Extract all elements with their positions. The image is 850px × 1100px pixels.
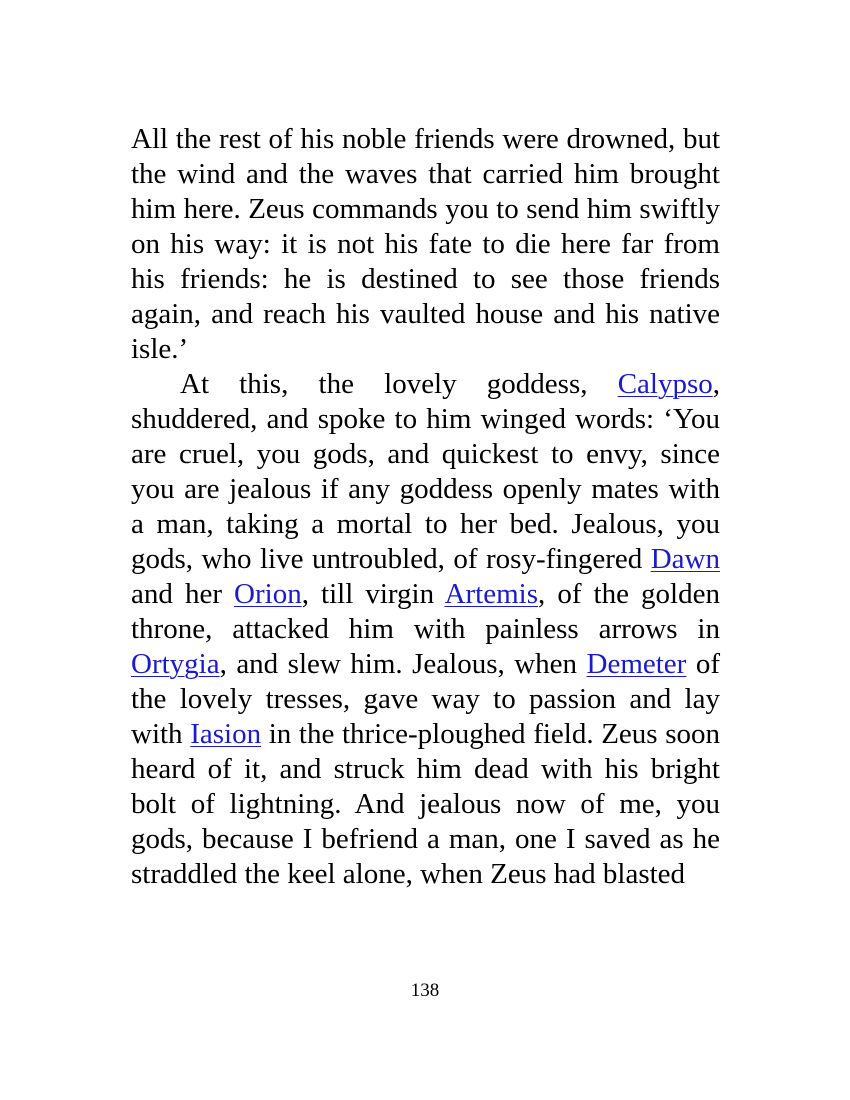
paragraph-1-text: All the rest of his noble friends were drowned, but the wind and the waves that carried him brought him here. Zeus commands you to send him swiftly on his way: it is not his fate to die here far from his friends: he is destined to see those friends again, and reach his vaulted house and his native isle.’ bbox=[131, 123, 720, 365]
paragraph-2-text-2: , shuddered, and spoke to him winged words: ‘You are cruel, you gods, and quickest to envy, since you are jealous if any goddess openly mates with a man, taking a mortal to her bed. Jealous, you gods, who live untroubled, of rosy-fingered bbox=[131, 368, 720, 575]
link-orion[interactable]: Orion bbox=[234, 578, 302, 610]
link-demeter[interactable]: Demeter bbox=[586, 648, 687, 680]
link-dawn[interactable]: Dawn bbox=[650, 543, 720, 575]
body-text bbox=[131, 122, 720, 892]
paragraph-1 bbox=[131, 122, 720, 367]
paragraph-2 bbox=[131, 367, 720, 892]
paragraph-2-text-7: of the lovely tresses, gave way to passion and lay with bbox=[131, 648, 720, 750]
link-calypso[interactable]: Calypso bbox=[617, 368, 713, 400]
paragraph-2-text-4: , till virgin bbox=[301, 578, 445, 610]
page-number: 138 bbox=[410, 980, 440, 1001]
paragraph-2-text-6: , and slew him. Jealous, when bbox=[219, 648, 587, 680]
paragraph-2-text-5: , of the golden throne, attacked him with painless arrows in bbox=[131, 578, 720, 645]
paragraph-2-text-3: and her bbox=[131, 578, 235, 610]
link-iasion[interactable]: Iasion bbox=[190, 718, 262, 750]
paragraph-2-text-1: At this, the lovely goddess, bbox=[180, 368, 618, 400]
link-ortygia[interactable]: Ortygia bbox=[131, 648, 220, 680]
paragraph-2-text-8: in the thrice-ploughed field. Zeus soon heard of it, and struck him dead with his bright bolt of lightning. And jealous now of me, you gods, because I befriend a man, one I saved as he straddled the keel alone, when Zeus had blasted bbox=[131, 718, 721, 890]
link-artemis[interactable]: Artemis bbox=[444, 578, 538, 610]
